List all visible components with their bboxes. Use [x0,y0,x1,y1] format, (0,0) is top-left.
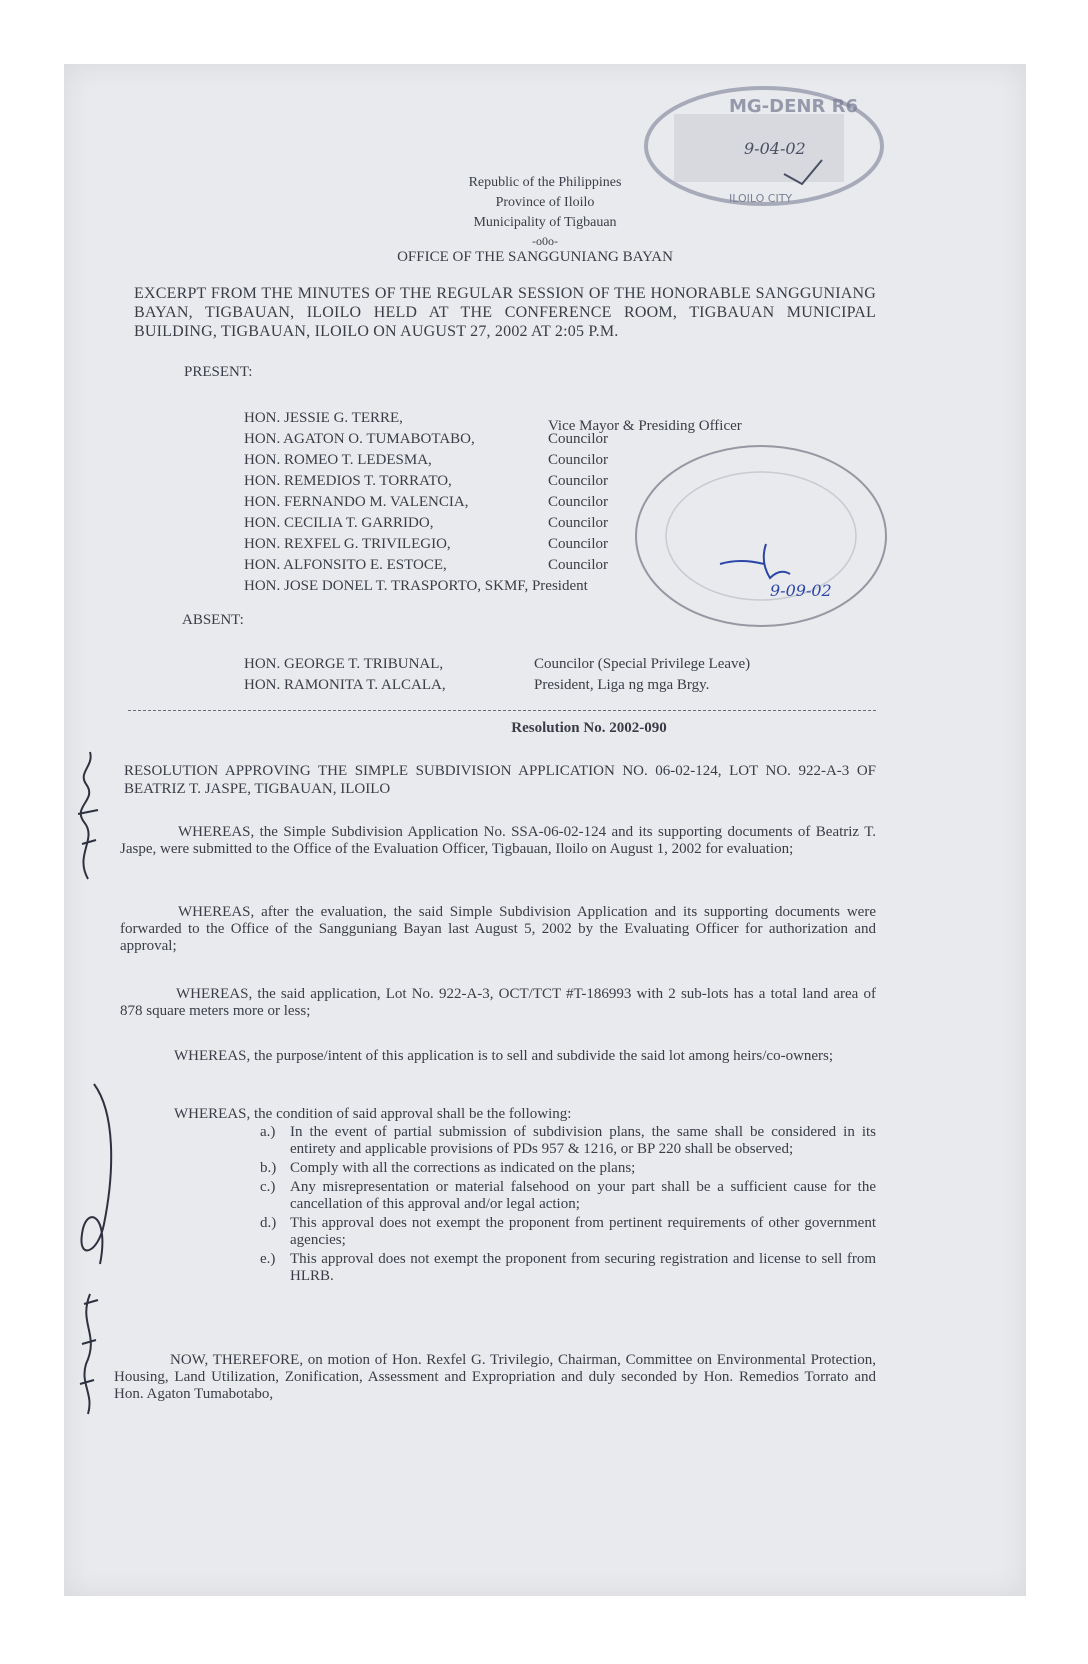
condition-text: In the event of partial submission of subdivision plans, the same shall be considered in its entirety and applicable provisions of PDs 957 & 1216, or BP 220 shall be observed; [290,1124,876,1157]
stamp-mid-date: 9-09-02 [770,581,832,600]
header-office: OFFICE OF THE SANGGUNIANG BAYAN [397,249,673,265]
condition-text: This approval does not exempt the proponent from securing registration and license to sell from HLRB. [290,1251,876,1284]
whereas-paragraph-3: WHEREAS, the said application, Lot No. 922-A-3, OCT/TCT #T-186993 with 2 sub-lots has a total land area of 878 square meters more or less; [120,986,876,1019]
condition-item [260,1251,876,1285]
attendee-position: Councilor [548,515,608,531]
condition-label: e.) [260,1251,276,1267]
attendee-name: HON. JOSE DONEL T. TRASPORTO, SKMF, President [244,578,588,594]
margin-initials-signature [64,744,112,884]
stamp-top-label: MG-DENR R6 [729,96,858,117]
absentee-row [244,654,750,675]
attendee-position: Councilor [548,431,608,447]
attendee-row [244,408,742,434]
stamp-top-date: 9-04-02 [744,139,806,158]
attendee-position: Councilor [548,452,608,468]
absentee-position: President, Liga ng mga Brgy. [534,677,710,693]
attendee-name: HON. REXFEL G. TRIVILEGIO, [244,536,451,552]
received-stamp-middle [630,436,892,636]
condition-text: Any misrepresentation or material falsehood on your part shall be a sufficient cause for the cancellation of this approval and/or legal action; [290,1179,876,1212]
attendee-name: HON. REMEDIOS T. TORRATO, [244,473,452,489]
attendee-name: HON. FERNANDO M. VALENCIA, [244,494,469,510]
condition-text: Comply with all the corrections as indicated on the plans; [290,1160,636,1176]
header-province: Province of Iloilo [495,195,595,210]
condition-label: c.) [260,1179,276,1195]
whereas-paragraph-2: WHEREAS, after the evaluation, the said Simple Subdivision Application and its supporting documents were forwarded to the Office of the Sangguniang Bayan last August 5, 2002 by the Evaluating Officer for authorization and approval; [120,904,876,954]
attendee-name: HON. AGATON O. TUMABOTABO, [244,431,475,447]
excerpt-paragraph: EXCERPT FROM THE MINUTES OF THE REGULAR SESSION OF THE HONORABLE SANGGUNIANG BAYAN, TIGBAUAN, ILOILO HELD AT THE CONFERENCE ROOM, TIGBAUAN MUNICIPAL BUILDING, TIGBAUAN, ILOILO ON AUGUST 27, 2002 AT 2:05 P.M. [134,285,876,340]
resolution-title: RESOLUTION APPROVING THE SIMPLE SUBDIVISION APPLICATION NO. 06-02-124, LOT NO. 922-A-3 OF BEATRIZ T. JASPE, TIGBAUAN, ILOILO [124,763,876,797]
attendee-position: Vice Mayor & Presiding Officer [548,418,742,434]
condition-item [260,1215,876,1249]
attendee-name: HON. ALFONSITO E. ESTOCE, [244,557,447,573]
absentee-row [244,675,750,696]
conditions-intro: WHEREAS, the condition of said approval shall be the following: [174,1106,572,1122]
attendee-name: HON. JESSIE G. TERRE, [244,410,403,426]
whereas-paragraph-4: WHEREAS, the purpose/intent of this application is to sell and subdivide the said lot among heirs/co-owners; [174,1048,834,1064]
margin-signature [64,1064,124,1424]
present-label: PRESENT: [184,364,253,380]
attendee-position: Councilor [548,536,608,552]
dashed-divider [128,710,876,711]
whereas-paragraph-1: WHEREAS, the Simple Subdivision Application No. SSA-06-02-124 and its supporting documents of Beatriz T. Jaspe, were submitted to the Office of the Evaluation Officer, Tigbauan, Iloilo on August 1, 2002 for evaluation; [120,824,876,857]
now-therefore-paragraph: NOW, THEREFORE, on motion of Hon. Rexfel G. Trivilegio, Chairman, Committee on Environmental Protection, Housing, Land Utilization, Zonification, Assessment and Expropriation and duly seconded by Hon. Remedios Torrato and Hon. Agaton Tumabotabo, [114,1352,876,1402]
header-municipality: Municipality of Tigbauan [473,215,617,230]
absent-label: ABSENT: [182,612,244,628]
condition-item [260,1179,876,1213]
condition-text: This approval does not exempt the proponent from pertinent requirements of other government agencies; [290,1215,876,1248]
document-page [64,64,1026,1596]
condition-label: b.) [260,1160,277,1176]
condition-item [260,1124,876,1158]
resolution-number: Resolution No. 2002-090 [511,720,667,736]
absentee-name: HON. RAMONITA T. ALCALA, [244,677,446,693]
condition-label: d.) [260,1215,277,1231]
conditions-list [260,1124,876,1285]
absent-list [244,654,750,696]
stamp-top-city: ILOILO CITY [729,192,793,205]
absentee-position: Councilor (Special Privilege Leave) [534,656,751,672]
header-republic: Republic of the Philippines [468,175,622,190]
attendee-position: Councilor [548,557,608,573]
attendee-name: HON. CECILIA T. GARRIDO, [244,515,434,531]
attendee-position: Councilor [548,494,608,510]
absentee-name: HON. GEORGE T. TRIBUNAL, [244,656,444,672]
condition-label: a.) [260,1124,276,1140]
header-separator: -o0o- [532,234,558,248]
attendee-position: Councilor [548,473,608,489]
attendee-name: HON. ROMEO T. LEDESMA, [244,452,432,468]
condition-item [260,1160,876,1177]
